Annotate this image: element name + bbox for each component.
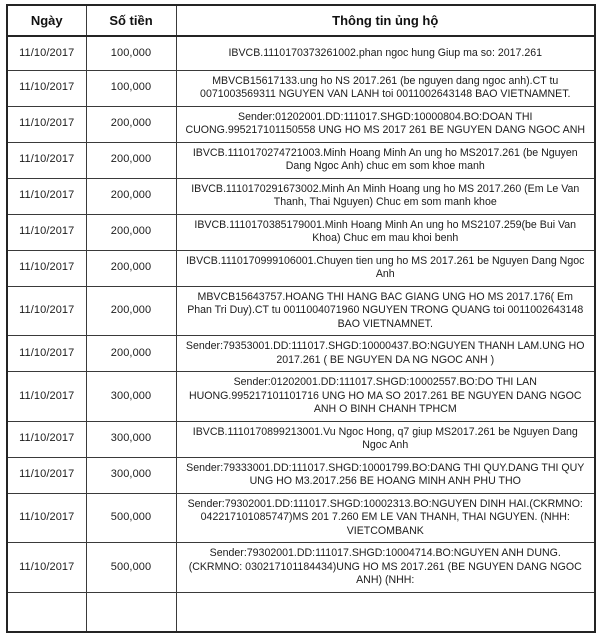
- header-row: [7, 5, 595, 36]
- amount-cell: 200,000: [86, 178, 176, 214]
- amount-cell: 300,000: [86, 421, 176, 457]
- info-cell: MBVCB15643757.HOANG THI HANG BAC GIANG UNG HO MS 2017.176( Em Phan Tri Duy).CT tu 0011004071960 NGUYEN TRONG QUANG toi 0011002643148 BAO VIETNAMNET.: [176, 286, 595, 336]
- column-header-amount: Số tiền: [86, 5, 176, 36]
- info-cell: Sender:79353001.DD:111017.SHGD:10000437.BO:NGUYEN THANH LAM.UNG HO 2017.261 ( BE NGUYEN DA NG NGOC ANH ): [176, 336, 595, 372]
- date-cell: 11/10/2017: [7, 250, 86, 286]
- partial-row: [7, 592, 595, 632]
- column-header-info: Thông tin ủng hộ: [176, 5, 595, 36]
- amount-cell: 100,000: [86, 36, 176, 70]
- info-cell: Sender:01202001.DD:111017.SHGD:10002557.BO:DO THI LAN HUONG.995217101101716 UNG HO MA SO 2017.261 BE NGUYEN DANG NGOC ANH O BINH CHANH TPHCM: [176, 372, 595, 422]
- table-row: [7, 493, 595, 543]
- table-row: [7, 336, 595, 372]
- info-cell: [176, 592, 595, 632]
- date-cell: 11/10/2017: [7, 493, 86, 543]
- info-cell: Sender:01202001.DD:111017.SHGD:10000804.BO:DOAN THI CUONG.995217101150558 UNG HO MS 2017 261 BE NGUYEN DANG NGOC ANH: [176, 106, 595, 142]
- date-cell: 11/10/2017: [7, 36, 86, 70]
- table-row: [7, 214, 595, 250]
- date-cell: 11/10/2017: [7, 106, 86, 142]
- info-cell: IBVCB.1110170999106001.Chuyen tien ung ho MS 2017.261 be Nguyen Dang Ngoc Anh: [176, 250, 595, 286]
- table-row: [7, 178, 595, 214]
- date-cell: 11/10/2017: [7, 286, 86, 336]
- table-row: [7, 250, 595, 286]
- amount-cell: 200,000: [86, 106, 176, 142]
- date-cell: 11/10/2017: [7, 178, 86, 214]
- date-cell: 11/10/2017: [7, 372, 86, 422]
- date-cell: 11/10/2017: [7, 457, 86, 493]
- date-cell: 11/10/2017: [7, 214, 86, 250]
- date-cell: 11/10/2017: [7, 70, 86, 106]
- table-row: [7, 457, 595, 493]
- info-cell: Sender:79302001.DD:111017.SHGD:10004714.BO:NGUYEN ANH DUNG.(CKRMNO: 030217101184434)UNG HO MS 2017.261 (BE NGUYEN DANG NGOC ANH) (NHH:: [176, 543, 595, 593]
- info-cell: Sender:79333001.DD:111017.SHGD:10001799.BO:DANG THI QUY.DANG THI QUY UNG HO M3.2017.256 BE HOANG MINH ANH PHU THO: [176, 457, 595, 493]
- date-cell: 11/10/2017: [7, 421, 86, 457]
- table-row: [7, 70, 595, 106]
- amount-cell: 500,000: [86, 493, 176, 543]
- date-cell: [7, 592, 86, 632]
- amount-cell: 200,000: [86, 250, 176, 286]
- table-row: [7, 142, 595, 178]
- info-cell: MBVCB15617133.ung ho NS 2017.261 (be nguyen dang ngoc anh).CT tu 0071003569311 NGUYEN VAN LANH toi 0011002643148 BAO VIETNAMNET.: [176, 70, 595, 106]
- info-cell: IBVCB.1110170291673002.Minh An Minh Hoang ung ho MS 2017.260 (Em Le Van Thanh, Thai Nguyen) Chuc em som manh khoe: [176, 178, 595, 214]
- table-row: [7, 372, 595, 422]
- amount-cell: 300,000: [86, 372, 176, 422]
- amount-cell: 200,000: [86, 142, 176, 178]
- amount-cell: 200,000: [86, 214, 176, 250]
- table-row: [7, 106, 595, 142]
- amount-cell: 500,000: [86, 543, 176, 593]
- table-header: [7, 5, 595, 36]
- amount-cell: 200,000: [86, 336, 176, 372]
- date-cell: 11/10/2017: [7, 336, 86, 372]
- amount-cell: 100,000: [86, 70, 176, 106]
- table-body-partial: [7, 592, 595, 632]
- date-cell: 11/10/2017: [7, 543, 86, 593]
- info-cell: IBVCB.1110170373261002.phan ngoc hung Giup ma so: 2017.261: [176, 36, 595, 70]
- info-cell: IBVCB.1110170899213001.Vu Ngoc Hong, q7 giup MS2017.261 be Nguyen Dang Ngoc Anh: [176, 421, 595, 457]
- table-row: [7, 36, 595, 70]
- amount-cell: [86, 592, 176, 632]
- amount-cell: 300,000: [86, 457, 176, 493]
- table-row: [7, 286, 595, 336]
- info-cell: IBVCB.1110170385179001.Minh Hoang Minh An ung ho MS2107.259(be Bui Van Khoa) Chuc em mau khoi benh: [176, 214, 595, 250]
- table-row: [7, 543, 595, 593]
- info-cell: Sender:79302001.DD:111017.SHGD:10002313.BO:NGUYEN DINH HAI.(CKRMNO: 042217101085747)MS 201 7.260 EM LE VAN THANH, THAI NGUYEN. (NHH: VIETCOMBANK: [176, 493, 595, 543]
- amount-cell: 200,000: [86, 286, 176, 336]
- donation-table: [6, 4, 596, 633]
- date-cell: 11/10/2017: [7, 142, 86, 178]
- column-header-date: Ngày: [7, 5, 86, 36]
- table-row: [7, 421, 595, 457]
- info-cell: IBVCB.1110170274721003.Minh Hoang Minh An ung ho MS2017.261 (be Nguyen Dang Ngoc Anh) chuc em som khoe manh: [176, 142, 595, 178]
- table-body: [7, 36, 595, 592]
